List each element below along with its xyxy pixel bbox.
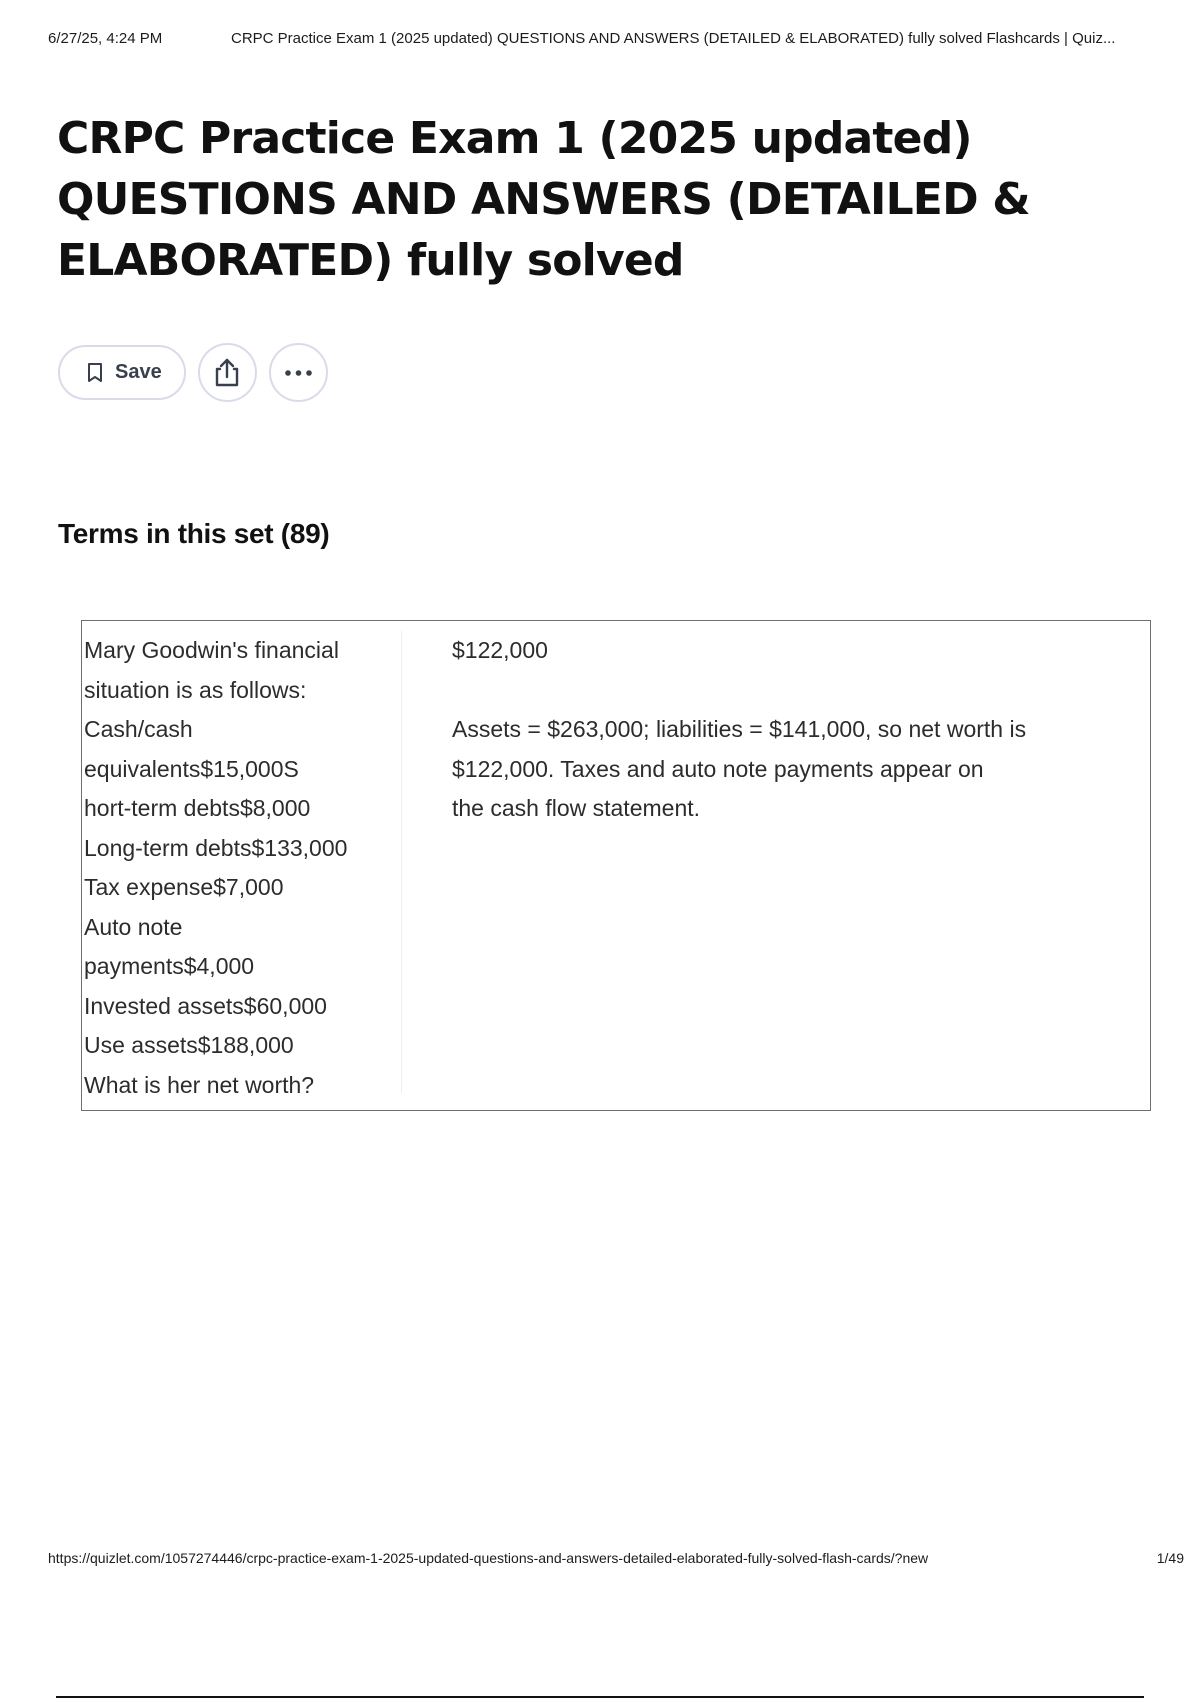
share-button[interactable] — [198, 343, 257, 402]
flashcard-table — [81, 620, 1151, 1111]
term-line: Invested assets$60,000 — [84, 992, 327, 1019]
more-horizontal-icon — [284, 369, 313, 377]
page-url: https://quizlet.com/1057274446/crpc-practice-exam-1-2025-updated-questions-and-answers-detailed-elaborated-fully-solved-flash-cards/?new — [48, 1550, 929, 1566]
term-line: Auto note — [84, 913, 183, 940]
more-options-button[interactable] — [269, 343, 328, 402]
flashcard-definition — [452, 631, 1102, 829]
bookmark-icon — [87, 362, 103, 383]
term-line: Mary Goodwin's financial — [84, 637, 339, 663]
term-line: Tax expense$7,000 — [84, 874, 284, 900]
print-page-title: CRPC Practice Exam 1 (2025 updated) QUESTIONS AND ANSWERS (DETAILED & ELABORATED) fully solved Flashcards | Quiz... — [231, 30, 1116, 47]
term-line: What is her net worth? — [84, 1071, 315, 1098]
share-icon — [213, 358, 241, 388]
term-line: Cash/cash — [84, 716, 193, 742]
answer-value: $122,000 — [452, 637, 548, 663]
page-title-line: ELABORATED) fully solved — [57, 235, 684, 286]
page-title-line: QUESTIONS AND ANSWERS (DETAILED & — [57, 174, 1030, 225]
term-line: situation is as follows: — [84, 676, 307, 703]
term-line: Use assets$188,000 — [84, 1032, 294, 1058]
page-number: 1/49 — [1156, 1550, 1184, 1566]
explanation-line: $122,000. Taxes and auto note payments appear on — [452, 755, 984, 782]
term-line: hort-term debts$8,000 — [84, 795, 311, 821]
flashcard-term — [84, 631, 402, 1098]
print-header — [48, 30, 1186, 50]
page-title — [57, 108, 1087, 291]
term-line: equivalents$15,000S — [84, 755, 299, 782]
term-line: Long-term debts$133,000 — [84, 834, 348, 861]
save-button[interactable] — [58, 345, 186, 400]
save-button-label: Save — [115, 361, 162, 383]
terms-count-heading: Terms in this set (89) — [58, 518, 330, 549]
print-date: 6/27/25, 4:24 PM — [48, 30, 163, 47]
set-actions — [58, 343, 328, 402]
bottom-divider — [56, 1696, 1144, 1698]
explanation-line: Assets = $263,000; liabilities = $141,000, so net worth is — [452, 716, 1027, 742]
term-line: payments$4,000 — [84, 953, 255, 979]
explanation-line: the cash flow statement. — [452, 795, 701, 821]
page-title-line: CRPC Practice Exam 1 (2025 updated) — [57, 113, 972, 164]
